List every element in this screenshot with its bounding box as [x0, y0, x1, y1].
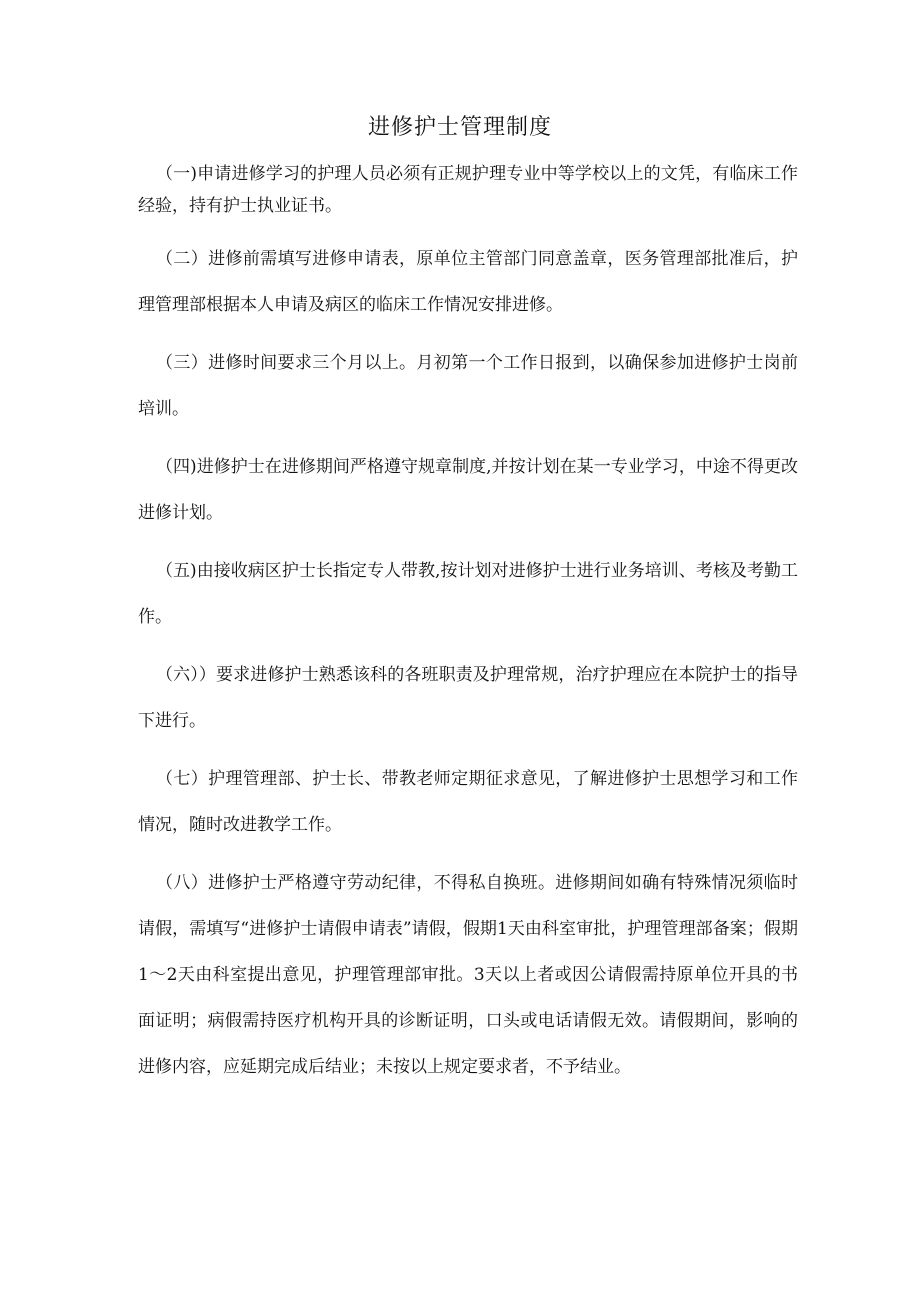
paragraph-1: （一)申请进修学习的护理人员必须有正规护理专业中等学校以上的文凭，有临床工作经验，持有护士执业证书。: [138, 164, 798, 216]
paragraph-7: （七）护理管理部、护士长、带教老师定期征求意见，了解进修护士思想学习和工作情况，随时改进教学工作。: [138, 769, 798, 835]
paragraph-5: （五)由接收病区护士长指定专人带教,按计划对进修护士进行业务培训、考核及考勤工作。: [138, 561, 798, 627]
document-title: 进修护士管理制度: [367, 115, 552, 140]
document-body: [138, 158, 798, 1102]
paragraph-4: （四)进修护士在进修期间严格遵守规章制度,并按计划在某一专业学习，中途不得更改进修计划。: [138, 457, 798, 523]
paragraph-6: （六））要求进修护士熟悉该科的各班职责及护理常规，治疗护理应在本院护士的指导下进行。: [138, 665, 798, 731]
paragraph-2: （二）进修前需填写进修申请表，原单位主管部门同意盖章，医务管理部批准后，护理管理部根据本人申请及病区的临床工作情况安排进修。: [138, 249, 798, 315]
paragraph-3: （三）进修时间要求三个月以上。月初第一个工作日报到，以确保参加进修护士岗前培训。: [138, 353, 798, 419]
paragraph-8: （八）进修护士严格遵守劳动纪律，不得私自换班。进修期间如确有特殊情况须临时请假，需填写“进修护士请假申请表”请假，假期1天由科室审批，护理管理部备案；假期1～2天由科室提出意见，护理管理部审批。3天以上者或因公请假需持原单位开具的书面证明；病假需持医疗机构开具的诊断证明，口头或电话请假无效。请假期间，影响的进修内容，应延期完成后结业；未按以上规定要求者，不予结业。: [138, 873, 798, 1077]
